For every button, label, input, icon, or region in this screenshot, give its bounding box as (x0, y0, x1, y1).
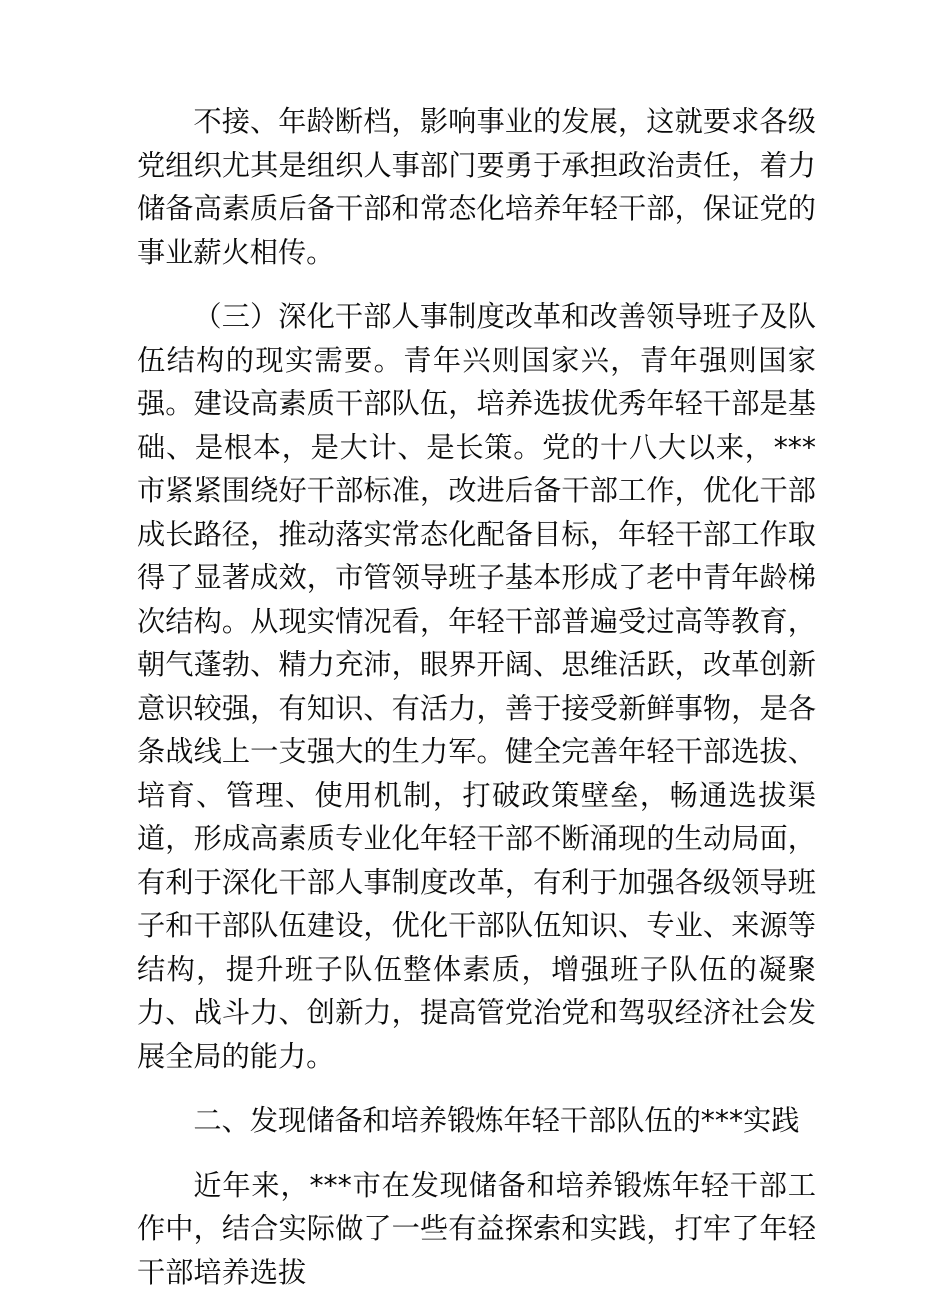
heading-section-two-practice: 二、发现储备和培养锻炼年轻干部队伍的***实践 (137, 1099, 816, 1143)
document-text-column (137, 100, 816, 1294)
paragraph-section-three-personnel-reform: （三）深化干部人事制度改革和改善领导班子及队伍结构的现实需要。青年兴则国家兴，青年强则国家强。建设高素质干部队伍，培养选拔优秀年轻干部是基础、是根本，是大计、是长策。党的十八大以来，***市紧紧围绕好干部标准，改进后备干部工作，优化干部成长路径，推动落实常态化配备目标，年轻干部工作取得了显著成效，市管领导班子基本形成了老中青年龄梯次结构。从现实情况看，年轻干部普遍受过高等教育，朝气蓬勃、精力充沛，眼界开阔、思维活跃，改革创新意识较强，有知识、有活力，善于接受新鲜事物，是各条战线上一支强大的生力军。健全完善年轻干部选拔、培育、管理、使用机制，打破政策壁垒，畅通选拔渠道，形成高素质专业化年轻干部不断涌现的生动局面，有利于深化干部人事制度改革，有利于加强各级领导班子和干部队伍建设，优化干部队伍知识、专业、来源等结构，提升班子队伍整体素质，增强班子队伍的凝聚力、战斗力、创新力，提高管党治党和驾驭经济社会发展全局的能力。 (137, 295, 816, 1078)
paragraph-continuation-career-stagnation: 不接、年龄断档，影响事业的发展，这就要求各级党组织尤其是组织人事部门要勇于承担政治责任，着力储备高素质后备干部和常态化培养年轻干部，保证党的事业薪火相传。 (137, 100, 816, 274)
paragraph-recent-years-exploration: 近年来，***市在发现储备和培养锻炼年轻干部工作中，结合实际做了一些有益探索和实践，打牢了年轻干部培养选拔 (137, 1164, 816, 1294)
